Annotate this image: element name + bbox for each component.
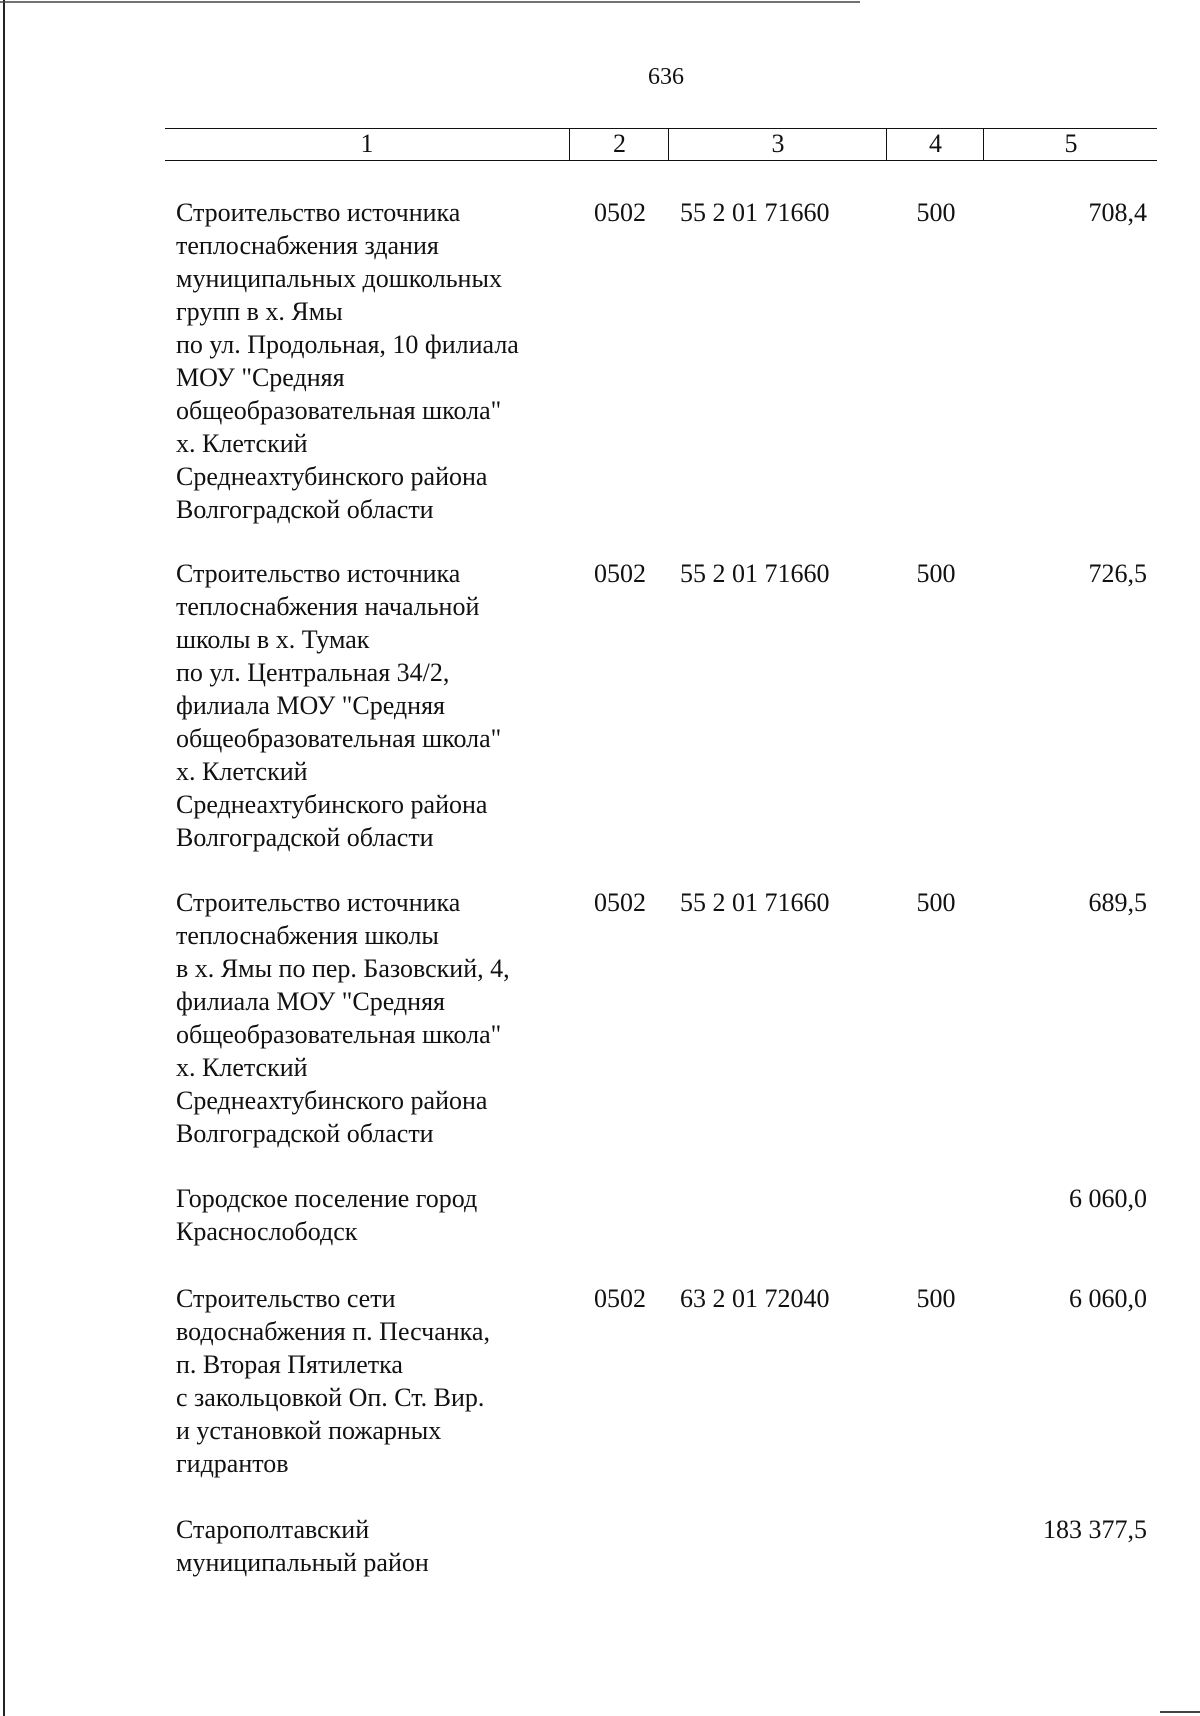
row-expense-type: 500 bbox=[916, 888, 956, 917]
row-target-code: 63 2 01 72040 bbox=[680, 1284, 830, 1313]
row-amount: 6 060,0 bbox=[1069, 1184, 1147, 1213]
table-header bbox=[165, 128, 1157, 161]
row-amount: 726,5 bbox=[1088, 559, 1147, 588]
header-col-2: 2 bbox=[569, 129, 669, 160]
header-col-1: 1 bbox=[360, 129, 374, 158]
row-name: Городское поселение город Краснослободск bbox=[176, 1184, 478, 1246]
row-amount: 183 377,5 bbox=[1043, 1515, 1147, 1544]
header-col-3: 3 bbox=[668, 129, 887, 160]
header-col-5: 5 bbox=[983, 129, 1158, 160]
row-expense-type: 500 bbox=[916, 198, 956, 227]
row-section: 0502 bbox=[594, 1284, 646, 1313]
row-name: Строительство источника теплоснабжения школы в х. Ямы по пер. Базовский, 4, филиала МОУ "Средняя общеобразовательная школа" х. Клетский Среднеахтубинского района Волгоградской области bbox=[176, 888, 510, 1148]
row-expense-type: 500 bbox=[916, 559, 956, 588]
row-section: 0502 bbox=[594, 888, 646, 917]
row-section: 0502 bbox=[594, 559, 646, 588]
row-amount: 6 060,0 bbox=[1069, 1284, 1147, 1313]
row-amount: 708,4 bbox=[1088, 198, 1147, 227]
row-name: Строительство источника теплоснабжения начальной школы в х. Тумак по ул. Центральная 34/2, филиала МОУ "Средняя общеобразовательная школа" х. Клетский Среднеахтубинского района Волгоградской области bbox=[176, 559, 502, 852]
row-target-code: 55 2 01 71660 bbox=[680, 888, 830, 917]
row-amount: 689,5 bbox=[1088, 888, 1147, 917]
row-name: Строительство сети водоснабжения п. Песчанка, п. Вторая Пятилетка с закольцовкой Оп. Ст. Вир. и установкой пожарных гидрантов bbox=[176, 1284, 490, 1478]
header-col-4: 4 bbox=[886, 129, 984, 160]
page-number: 636 bbox=[648, 64, 684, 90]
row-expense-type: 500 bbox=[916, 1284, 956, 1313]
row-section: 0502 bbox=[594, 198, 646, 227]
row-name: Строительство источника теплоснабжения здания муниципальных дошкольных групп в х. Ямы по ул. Продольная, 10 филиала МОУ "Средняя общеобразовательная школа" х. Клетский Среднеахтубинского района Волгоградской области bbox=[176, 198, 519, 524]
row-name: Старополтавский муниципальный район bbox=[176, 1515, 429, 1577]
row-target-code: 55 2 01 71660 bbox=[680, 559, 830, 588]
row-target-code: 55 2 01 71660 bbox=[680, 198, 830, 227]
